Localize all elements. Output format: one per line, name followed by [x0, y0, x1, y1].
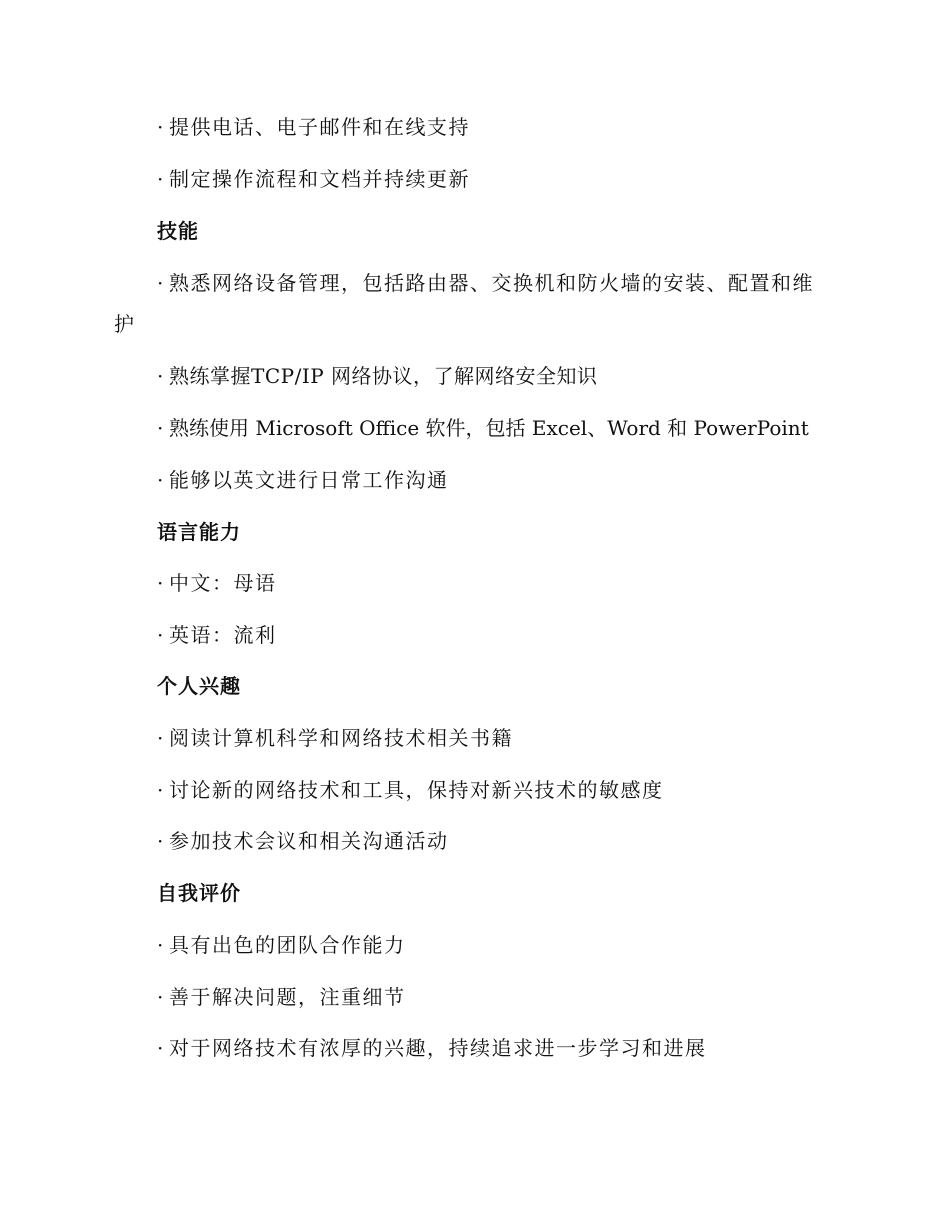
bullet: · — [157, 416, 165, 440]
skills-item-network-devices-continuation: 护 — [114, 312, 134, 336]
bullet: · — [157, 167, 165, 191]
bullet: · — [157, 933, 165, 957]
bullet: · — [157, 1036, 165, 1060]
interests-item-discussion — [157, 777, 664, 803]
skills-item-office — [157, 415, 809, 441]
bullet: · — [157, 115, 165, 139]
bullet: · — [157, 468, 165, 492]
skills-item-network-devices — [157, 270, 814, 296]
work-item-support — [157, 114, 470, 140]
self-eval-item-teamwork — [157, 932, 406, 958]
bullet: · — [157, 271, 165, 295]
languages-item-chinese — [157, 570, 277, 596]
section-heading-skills: 技能 — [157, 219, 199, 243]
interests-item-conferences — [157, 828, 449, 854]
bullet: · — [157, 778, 165, 802]
bullet-text: 提供电话、电子邮件和在线支持 — [169, 115, 470, 139]
bullet-text: 英语：流利 — [169, 623, 277, 647]
bullet: · — [157, 829, 165, 853]
interests-item-reading — [157, 725, 513, 751]
skills-item-english — [157, 467, 449, 493]
bullet-text: 中文：母语 — [169, 571, 277, 595]
section-heading-interests: 个人兴趣 — [157, 674, 241, 698]
bullet: · — [157, 364, 165, 388]
skills-item-tcpip — [157, 363, 598, 389]
bullet: · — [157, 623, 165, 647]
self-eval-item-learning — [157, 1035, 707, 1061]
bullet-text: 熟练掌握TCP/IP 网络协议，了解网络安全知识 — [169, 364, 598, 388]
bullet-text: 对于网络技术有浓厚的兴趣，持续追求进一步学习和进展 — [169, 1036, 707, 1060]
bullet-text: 参加技术会议和相关沟通活动 — [169, 829, 449, 853]
bullet-text: 制定操作流程和文档并持续更新 — [169, 167, 470, 191]
bullet-text: 能够以英文进行日常工作沟通 — [169, 468, 449, 492]
section-heading-languages: 语言能力 — [157, 520, 241, 544]
bullet: · — [157, 726, 165, 750]
bullet: · — [157, 985, 165, 1009]
bullet-text: 善于解决问题，注重细节 — [169, 985, 406, 1009]
self-eval-item-problem-solving — [157, 984, 406, 1010]
bullet-text: 讨论新的网络技术和工具，保持对新兴技术的敏感度 — [169, 778, 664, 802]
languages-item-english — [157, 622, 277, 648]
work-item-process — [157, 166, 470, 192]
bullet-text: 阅读计算机科学和网络技术相关书籍 — [169, 726, 513, 750]
bullet-text: 具有出色的团队合作能力 — [169, 933, 406, 957]
bullet-text: 熟悉网络设备管理，包括路由器、交换机和防火墙的安装、配置和维 — [169, 271, 814, 295]
bullet: · — [157, 571, 165, 595]
bullet-text: 熟练使用 Microsoft Office 软件，包括 Excel、Word 和 PowerPoint — [169, 416, 809, 440]
section-heading-self-evaluation: 自我评价 — [157, 881, 241, 905]
